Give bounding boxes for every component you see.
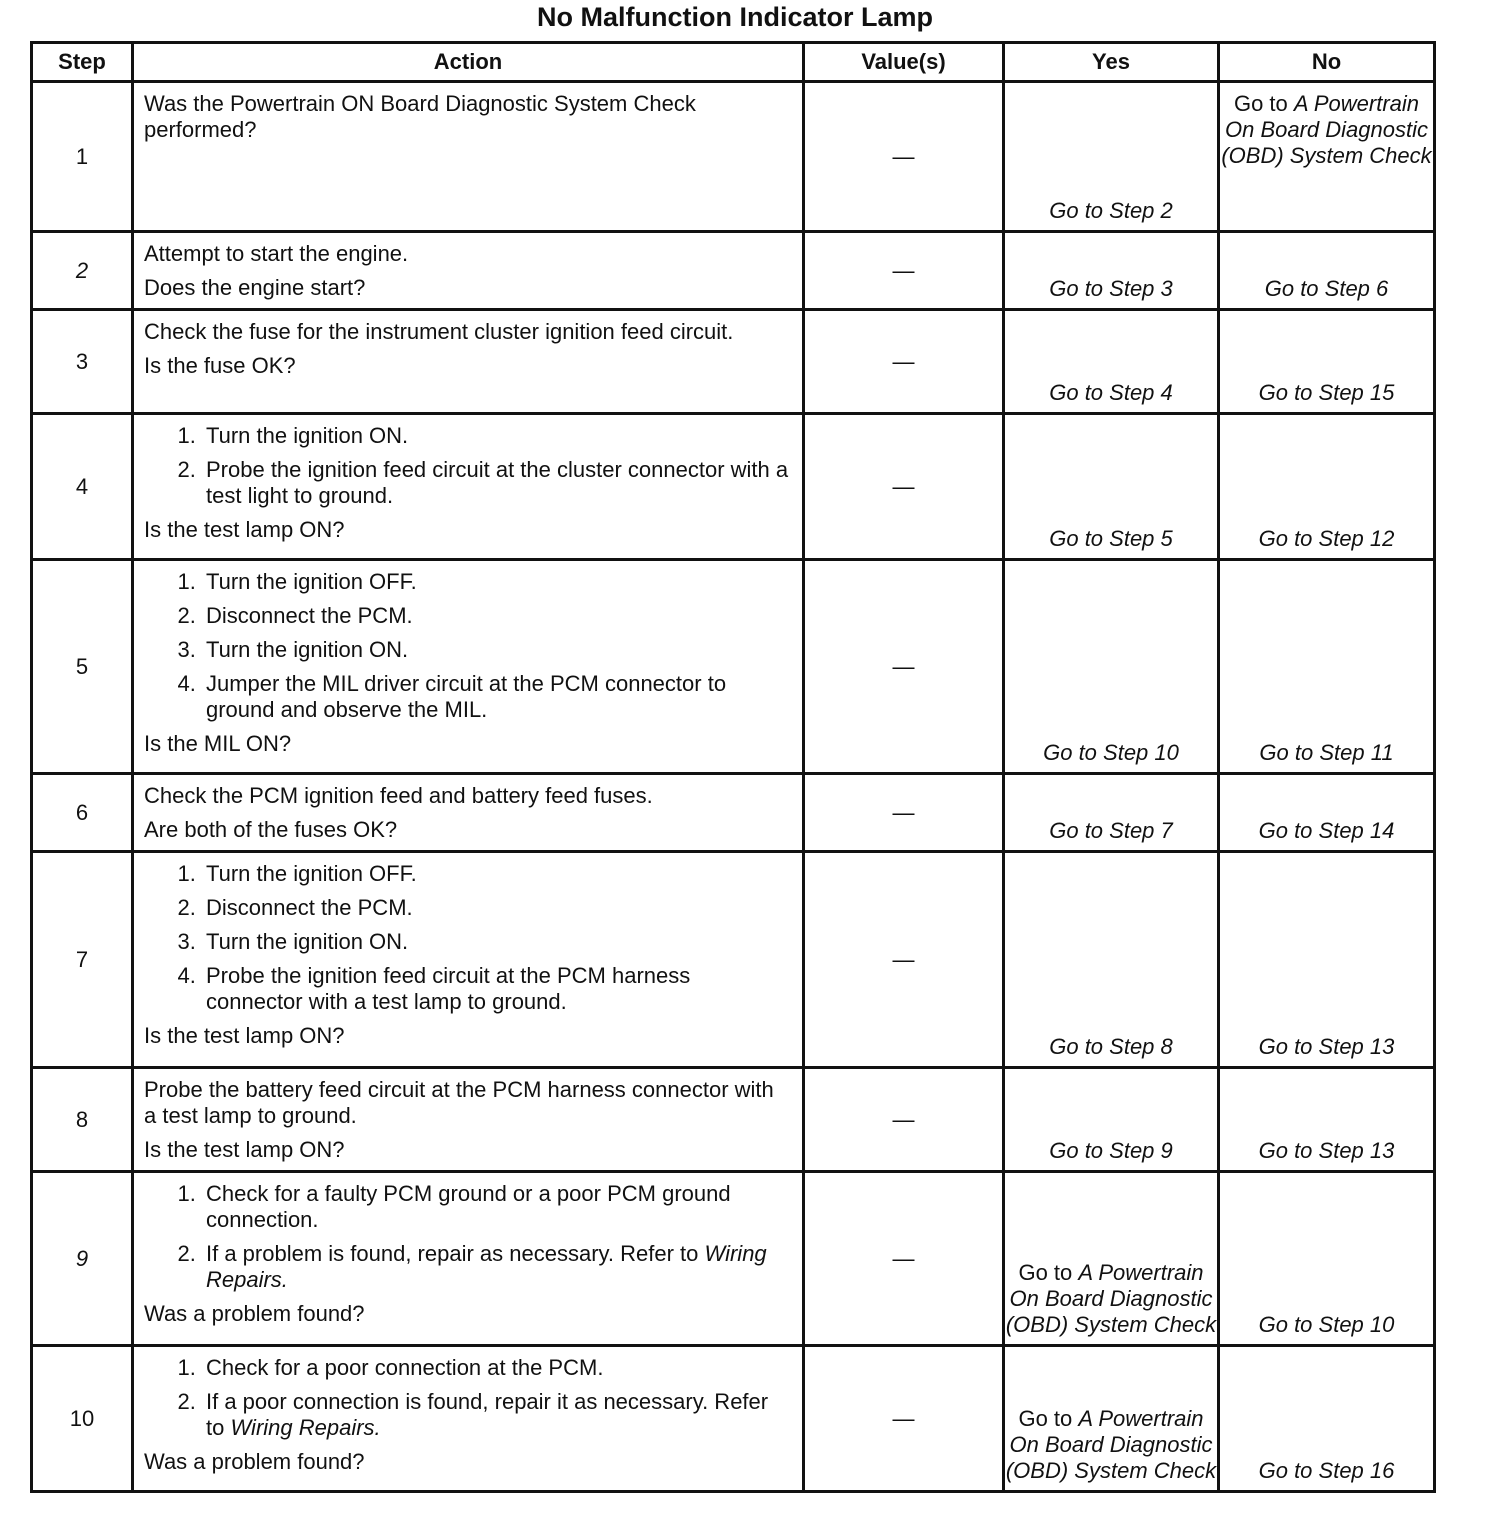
action-cell	[133, 310, 804, 414]
yes-cell: Go to Step 5	[1004, 414, 1219, 560]
list-item	[202, 1241, 792, 1293]
no-cell: Go to Step 14	[1219, 774, 1435, 852]
wiring-repairs-link: Wiring Repairs.	[206, 1241, 767, 1292]
action-question: Does the engine start?	[144, 275, 366, 300]
action-question: Was a problem found?	[144, 1301, 365, 1326]
yes-cell: Go to Step 4	[1004, 310, 1219, 414]
step-number: 6	[32, 774, 133, 852]
value-cell: —	[804, 310, 1004, 414]
action-cell	[133, 852, 804, 1068]
step-number: 3	[32, 310, 133, 414]
action-question: Are both of the fuses OK?	[144, 817, 398, 842]
action-list	[144, 569, 792, 723]
step-number: 8	[32, 1068, 133, 1172]
list-item	[202, 1389, 792, 1441]
action-question: Is the test lamp ON?	[144, 1137, 345, 1162]
list-item: 2. Disconnect the PCM.	[202, 603, 792, 629]
header-yes: Yes	[1004, 43, 1219, 82]
list-item: 4. Probe the ignition feed circuit at the PCM harness connector with a test lamp to ground.	[202, 963, 792, 1015]
no-cell: Go to Step 6	[1219, 232, 1435, 310]
no-cell: Go to Step 13	[1219, 852, 1435, 1068]
list-item: 4. Jumper the MIL driver circuit at the PCM connector to ground and observe the MIL.	[202, 671, 792, 723]
action-text: Probe the battery feed circuit at the PCM harness connector with a test lamp to ground.	[144, 1077, 774, 1128]
yes-cell	[1004, 1346, 1219, 1492]
yes-cell: Go to Step 3	[1004, 232, 1219, 310]
value-cell: —	[804, 1346, 1004, 1492]
table-row-step-8	[32, 1068, 1435, 1172]
no-cell	[1219, 82, 1435, 232]
step-number: 9	[32, 1172, 133, 1346]
value-cell: —	[804, 852, 1004, 1068]
yes-cell: Go to Step 2	[1004, 82, 1219, 232]
step-number: 1	[32, 82, 133, 232]
action-question: Is the test lamp ON?	[144, 517, 345, 542]
action-question: Is the MIL ON?	[144, 731, 292, 756]
action-list	[144, 1181, 792, 1293]
value-cell: —	[804, 1068, 1004, 1172]
obd-check-link: A Powertrain On Board Diagnostic (OBD) System Check	[1005, 1260, 1217, 1337]
action-cell	[133, 82, 804, 232]
table-row-step-6	[32, 774, 1435, 852]
list-item: 1. Turn the ignition OFF.	[202, 569, 792, 595]
table-row-step-9	[32, 1172, 1435, 1346]
table-row-step-1	[32, 82, 1435, 232]
link-prefix: Go to	[1233, 91, 1294, 116]
action-cell	[133, 1068, 804, 1172]
action-question: Is the fuse OK?	[144, 353, 296, 378]
list-item: 1. Check for a faulty PCM ground or a poor PCM ground connection.	[202, 1181, 792, 1233]
table-row-step-5	[32, 560, 1435, 774]
action-cell	[133, 414, 804, 560]
list-item: 1. Check for a poor connection at the PCM.	[202, 1355, 792, 1381]
yes-cell: Go to Step 8	[1004, 852, 1219, 1068]
action-text: Check the fuse for the instrument cluster ignition feed circuit.	[144, 319, 734, 344]
list-item: 3. Turn the ignition ON.	[202, 637, 792, 663]
action-text: Attempt to start the engine.	[144, 241, 409, 266]
action-cell	[133, 774, 804, 852]
table-row-step-7	[32, 852, 1435, 1068]
value-cell: —	[804, 1172, 1004, 1346]
header-values: Value(s)	[804, 43, 1004, 82]
yes-cell: Go to Step 9	[1004, 1068, 1219, 1172]
item-text: If a problem is found, repair as necessary. Refer to	[206, 1241, 699, 1266]
no-cell: Go to Step 16	[1219, 1346, 1435, 1492]
yes-cell	[1004, 1172, 1219, 1346]
no-cell: Go to Step 12	[1219, 414, 1435, 560]
header-step: Step	[32, 43, 133, 82]
action-list	[144, 423, 792, 509]
action-list	[144, 861, 792, 1015]
action-cell	[133, 560, 804, 774]
value-cell: —	[804, 232, 1004, 310]
header-no: No	[1219, 43, 1435, 82]
action-cell	[133, 1346, 804, 1492]
obd-check-link: A Powertrain On Board Diagnostic (OBD) System Check	[1221, 91, 1432, 168]
list-item: 3. Turn the ignition ON.	[202, 929, 792, 955]
no-cell: Go to Step 15	[1219, 310, 1435, 414]
item-text: If a poor connection is found, repair it as necessary. Refer to	[206, 1389, 769, 1440]
table-row-step-2	[32, 232, 1435, 310]
action-question: Is the test lamp ON?	[144, 1023, 345, 1048]
step-number: 7	[32, 852, 133, 1068]
action-text: Check the PCM ignition feed and battery feed fuses.	[144, 783, 653, 808]
table-row-step-4	[32, 414, 1435, 560]
step-number: 2	[32, 232, 133, 310]
value-cell: —	[804, 82, 1004, 232]
no-cell: Go to Step 13	[1219, 1068, 1435, 1172]
value-cell: —	[804, 560, 1004, 774]
link-prefix: Go to	[1018, 1406, 1079, 1431]
page-title: No Malfunction Indicator Lamp	[537, 2, 933, 32]
list-item: 2. Probe the ignition feed circuit at the cluster connector with a test light to ground.	[202, 457, 792, 509]
list-item: 2. Disconnect the PCM.	[202, 895, 792, 921]
value-cell: —	[804, 774, 1004, 852]
action-text: Was the Powertrain ON Board Diagnostic System Check performed?	[144, 91, 696, 142]
list-item: 1. Turn the ignition OFF.	[202, 861, 792, 887]
link-prefix: Go to	[1018, 1260, 1079, 1285]
header-action: Action	[133, 43, 804, 82]
obd-check-link: A Powertrain On Board Diagnostic (OBD) System Check	[1005, 1406, 1217, 1483]
yes-cell: Go to Step 7	[1004, 774, 1219, 852]
action-question: Was a problem found?	[144, 1449, 365, 1474]
action-list	[144, 1355, 792, 1441]
diagnostic-table	[30, 41, 1436, 1493]
table-row-step-10	[32, 1346, 1435, 1492]
no-cell: Go to Step 10	[1219, 1172, 1435, 1346]
value-cell: —	[804, 414, 1004, 560]
step-number: 10	[32, 1346, 133, 1492]
no-cell: Go to Step 11	[1219, 560, 1435, 774]
wiring-repairs-link: Wiring Repairs.	[230, 1415, 381, 1440]
action-cell	[133, 232, 804, 310]
yes-cell: Go to Step 10	[1004, 560, 1219, 774]
list-item: 1. Turn the ignition ON.	[202, 423, 792, 449]
step-number: 5	[32, 560, 133, 774]
step-number: 4	[32, 414, 133, 560]
table-row-step-3	[32, 310, 1435, 414]
header-row	[32, 43, 1435, 82]
action-cell	[133, 1172, 804, 1346]
